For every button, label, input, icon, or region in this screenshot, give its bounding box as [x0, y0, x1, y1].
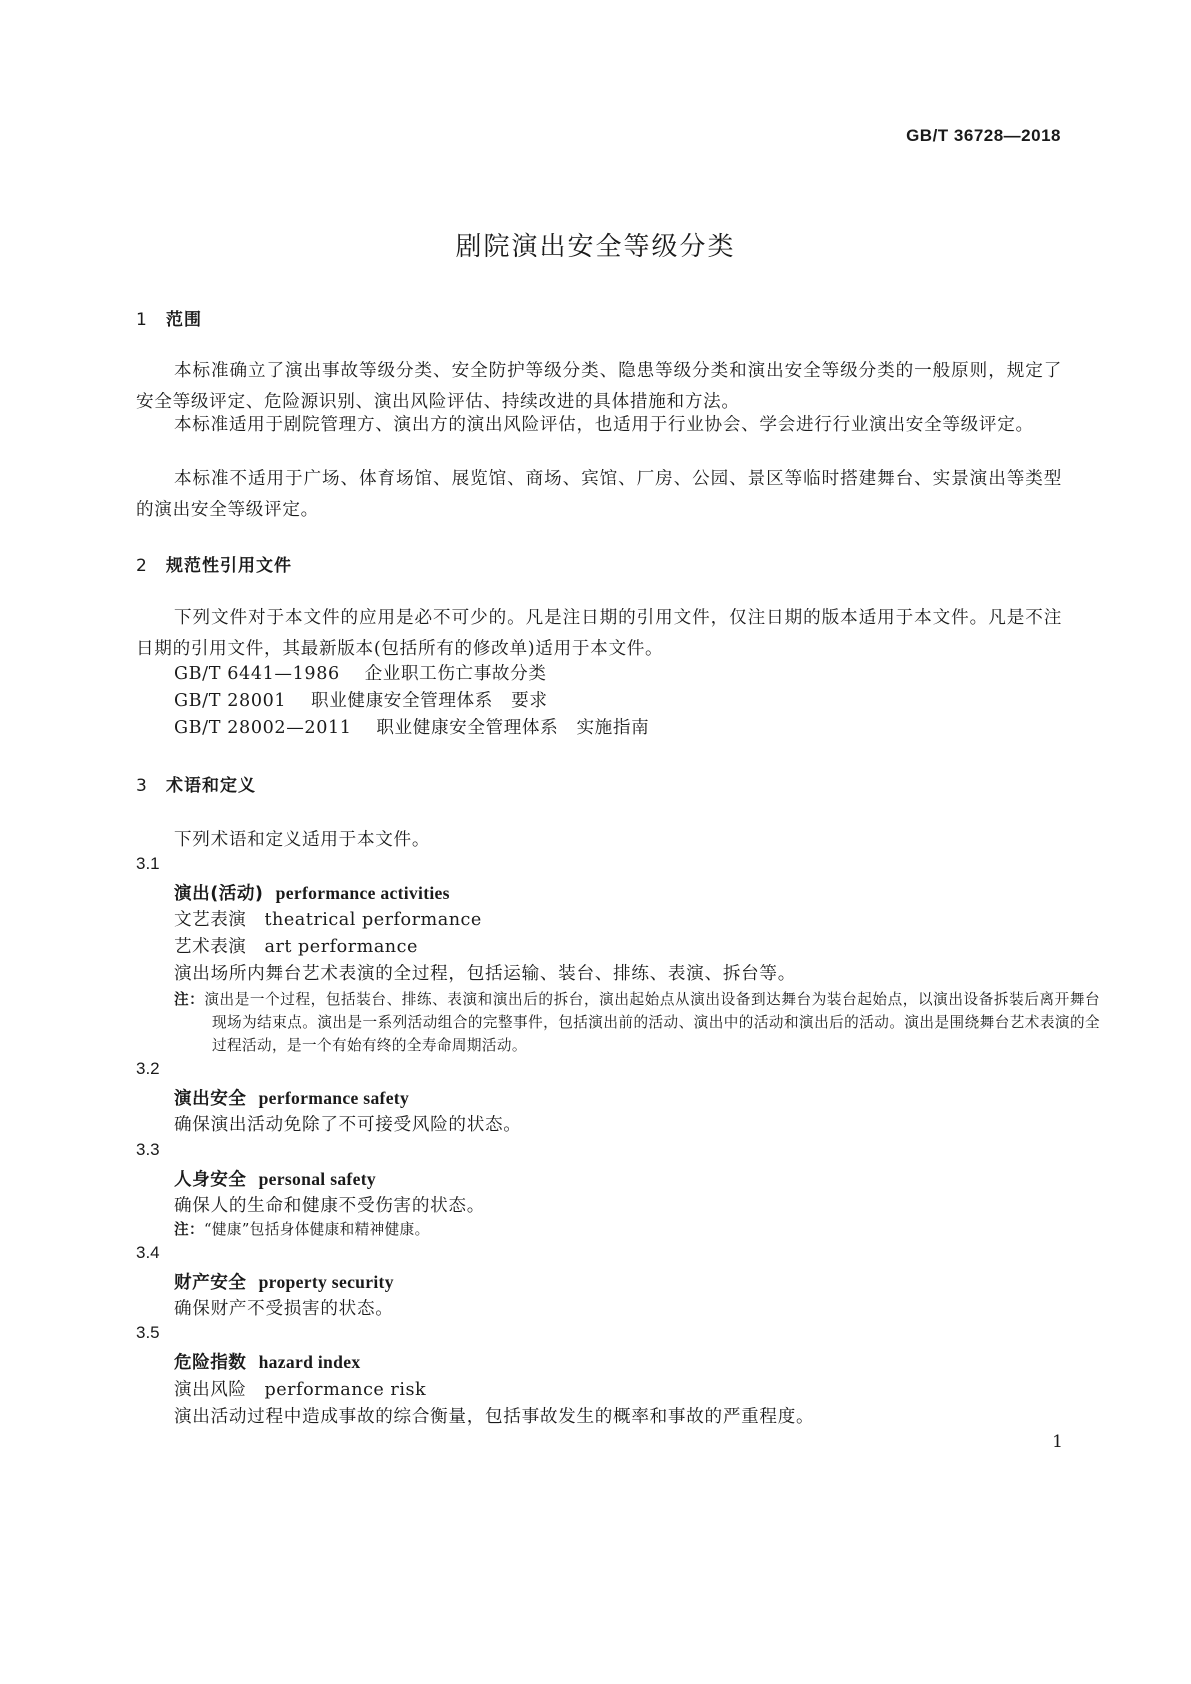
term-heading [174, 1349, 360, 1374]
reference-title: 职业健康安全管理体系 实施指南 [376, 718, 650, 738]
section-intro: 下列术语和定义适用于本文件。 [174, 830, 431, 850]
term-en: property security [258, 1272, 394, 1292]
section-heading-scope [136, 305, 202, 330]
paragraph: 本标准适用于剧院管理方、演出方的演出风险评估，也适用于行业协会、学会进行行业演出安全等级评定。 [174, 415, 1034, 435]
section-heading-normative-references [136, 551, 292, 576]
term-zh: 财产安全 [174, 1273, 247, 1293]
reference-title: 职业健康安全管理体系 要求 [311, 691, 548, 711]
paragraph: 本标准不适用于广场、体育场馆、展览馆、商场、宾馆、厂房、公园、景区等临时搭建舞台、实景演出等类型的演出安全等级评定。 [136, 469, 1062, 520]
term-heading [174, 1269, 394, 1294]
term-note [174, 988, 1100, 1057]
term-alt: 艺术表演 art performance [174, 937, 418, 957]
note-text: 演出是一个过程，包括装台、排练、表演和演出后的拆台，演出起始点从演出设备到达舞台为装台起始点，以演出设备拆装后离开舞台现场为结束点。演出是一系列活动组合的完整事件，包括演出前的活动、演出中的活动和演出后的活动。演出是围绕舞台艺术表演的全过程活动，是一个有始有终的全寿命周期活动。 [204, 991, 1100, 1054]
standard-code: GB/T 36728—2018 [906, 126, 1061, 145]
term-number: 3.3 [136, 1140, 160, 1159]
term-number: 3.2 [136, 1059, 160, 1078]
term-definition: 确保财产不受损害的状态。 [174, 1299, 394, 1319]
term-en: personal safety [258, 1169, 376, 1189]
reference-code: GB/T 28001 [174, 691, 287, 711]
term-definition: 演出活动过程中造成事故的综合衡量，包括事故发生的概率和事故的严重程度。 [174, 1407, 815, 1427]
page-title: 剧院演出安全等级分类 [455, 232, 736, 262]
term-en: performance safety [258, 1088, 410, 1108]
reference-item [174, 714, 649, 739]
paragraph: 本标准确立了演出事故等级分类、安全防护等级分类、隐患等级分类和演出安全等级分类的一般原则，规定了安全等级评定、危险源识别、演出风险评估、持续改进的具体措施和方法。 [136, 361, 1062, 412]
term-number: 3.5 [136, 1323, 160, 1342]
note-label: 注： [174, 991, 205, 1008]
section-title: 范围 [166, 310, 202, 330]
term-alt: 演出风险 performance risk [174, 1380, 427, 1400]
reference-item [174, 660, 547, 685]
term-heading [174, 1085, 409, 1110]
term-number: 3.1 [136, 854, 160, 873]
term-alt: 文艺表演 theatrical performance [174, 910, 482, 930]
section-title: 术语和定义 [166, 776, 256, 796]
note-text: “健康”包括身体健康和精神健康。 [204, 1221, 430, 1238]
term-heading [174, 880, 450, 905]
reference-item [174, 687, 548, 712]
reference-code: GB/T 6441—1986 [174, 664, 340, 684]
term-heading [174, 1166, 376, 1191]
term-number: 3.4 [136, 1243, 160, 1262]
term-note [174, 1218, 1100, 1241]
term-zh: 人身安全 [174, 1170, 247, 1190]
term-en: hazard index [258, 1352, 361, 1372]
section-number: 1 [136, 310, 148, 330]
note-label: 注： [174, 1221, 204, 1238]
term-zh: 危险指数 [174, 1353, 247, 1373]
page-number: 1 [1052, 1432, 1063, 1452]
reference-title: 企业职工伤亡事故分类 [364, 664, 547, 684]
term-definition: 确保人的生命和健康不受伤害的状态。 [174, 1196, 485, 1216]
paragraph: 下列文件对于本文件的应用是必不可少的。凡是注日期的引用文件，仅注日期的版本适用于本文件。凡是不注日期的引用文件，其最新版本(包括所有的修改单)适用于本文件。 [136, 608, 1062, 659]
section-number: 2 [136, 556, 148, 576]
term-en: performance activities [275, 883, 450, 903]
term-zh: 演出安全 [174, 1089, 247, 1109]
section-number: 3 [136, 776, 148, 796]
term-definition: 演出场所内舞台艺术表演的全过程，包括运输、装台、排练、表演、拆台等。 [174, 964, 796, 984]
reference-code: GB/T 28002—2011 [174, 718, 352, 738]
term-definition: 确保演出活动免除了不可接受风险的状态。 [174, 1115, 522, 1135]
section-heading-terms [136, 771, 256, 796]
term-zh: 演出(活动) [174, 884, 264, 904]
section-title: 规范性引用文件 [166, 556, 292, 576]
